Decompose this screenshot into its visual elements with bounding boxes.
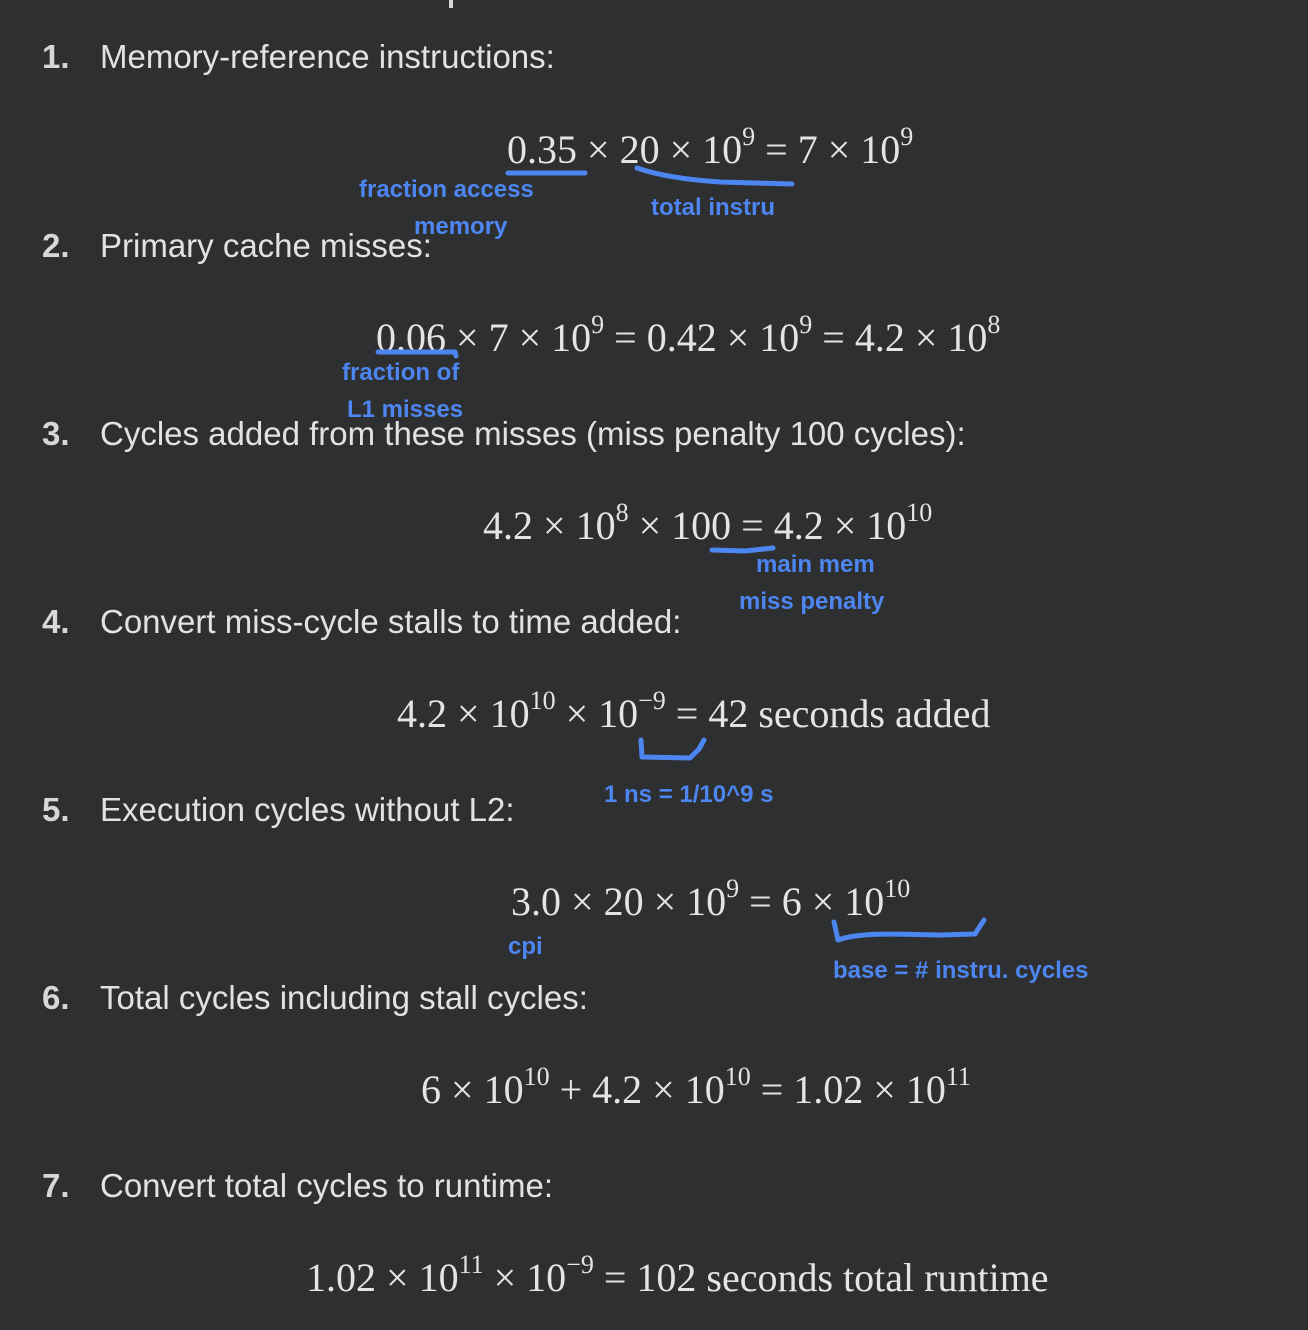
step-6 <box>42 978 588 1018</box>
step-label: Memory-reference instructions: <box>100 38 555 75</box>
annotation-fraction-access: fraction access <box>359 176 534 203</box>
step-number: 2. <box>42 227 70 264</box>
step-number: 3. <box>42 415 70 452</box>
step-label: Cycles added from these misses (miss penalty 100 cycles): <box>100 415 966 452</box>
step-7 <box>42 1166 553 1206</box>
step-5 <box>42 790 515 830</box>
annotation-main-mem: main mem <box>756 551 875 578</box>
annotation-miss-penalty: miss penalty <box>739 588 885 615</box>
annotation-memory: memory <box>414 213 508 240</box>
annotation-total-instru: total instru <box>651 194 775 221</box>
bracket-10e-9 <box>641 740 704 758</box>
annotation-l1-misses: L1 misses <box>347 396 464 423</box>
step-3 <box>42 414 966 454</box>
equation-5: $3.0 \times 20 \times 10^9 = 6 \times 10^{10}$ <box>511 873 911 924</box>
step-label: Convert total cycles to runtime: <box>100 1167 554 1204</box>
step-label: Primary cache misses: <box>100 227 432 264</box>
equation-3: $4.2 \times 10^8 \times 100 = 4.2 \times 10^{10}$ <box>483 497 933 548</box>
step-label: Execution cycles without L2: <box>100 791 515 828</box>
step-label: Total cycles including stall cycles: <box>100 979 588 1016</box>
step-4 <box>42 602 681 642</box>
equation-4: $4.2 \times 10^{10} \times 10^{-9} = 42$ seconds added <box>397 685 991 736</box>
annotation-ns-note: 1 ns = 1/10^9 s <box>604 781 774 808</box>
equation-6: $6 \times 10^{10} + 4.2 \times 10^{10} = 1.02 \times 10^{11}$ <box>421 1061 971 1112</box>
annotation-base-cycles: base = # instru. cycles <box>833 957 1089 984</box>
step-number: 7. <box>42 1167 70 1204</box>
step-number: 5. <box>42 791 70 828</box>
equation-2: $0.06 \times 7 \times 10^9 = 0.42 \times 10^9 = 4.2 \times 10^8$ <box>376 309 1001 360</box>
step-2 <box>42 226 432 266</box>
annotation-fraction-of: fraction of <box>342 359 460 386</box>
equation-1: $0.35 \times 20 \times 10^9 = 7 \times 10^9$ <box>507 121 914 172</box>
step-number: 4. <box>42 603 70 640</box>
step-1 <box>42 37 555 77</box>
step-number: 6. <box>42 979 70 1016</box>
equation-7: $1.02 \times 10^{11} \times 10^{-9} = 102$ seconds total runtime <box>306 1249 1049 1300</box>
step-number: 1. <box>42 38 70 75</box>
cropped-text-fragment <box>449 0 453 8</box>
annotation-cpi: cpi <box>508 933 543 960</box>
step-label: Convert miss-cycle stalls to time added: <box>100 603 682 640</box>
